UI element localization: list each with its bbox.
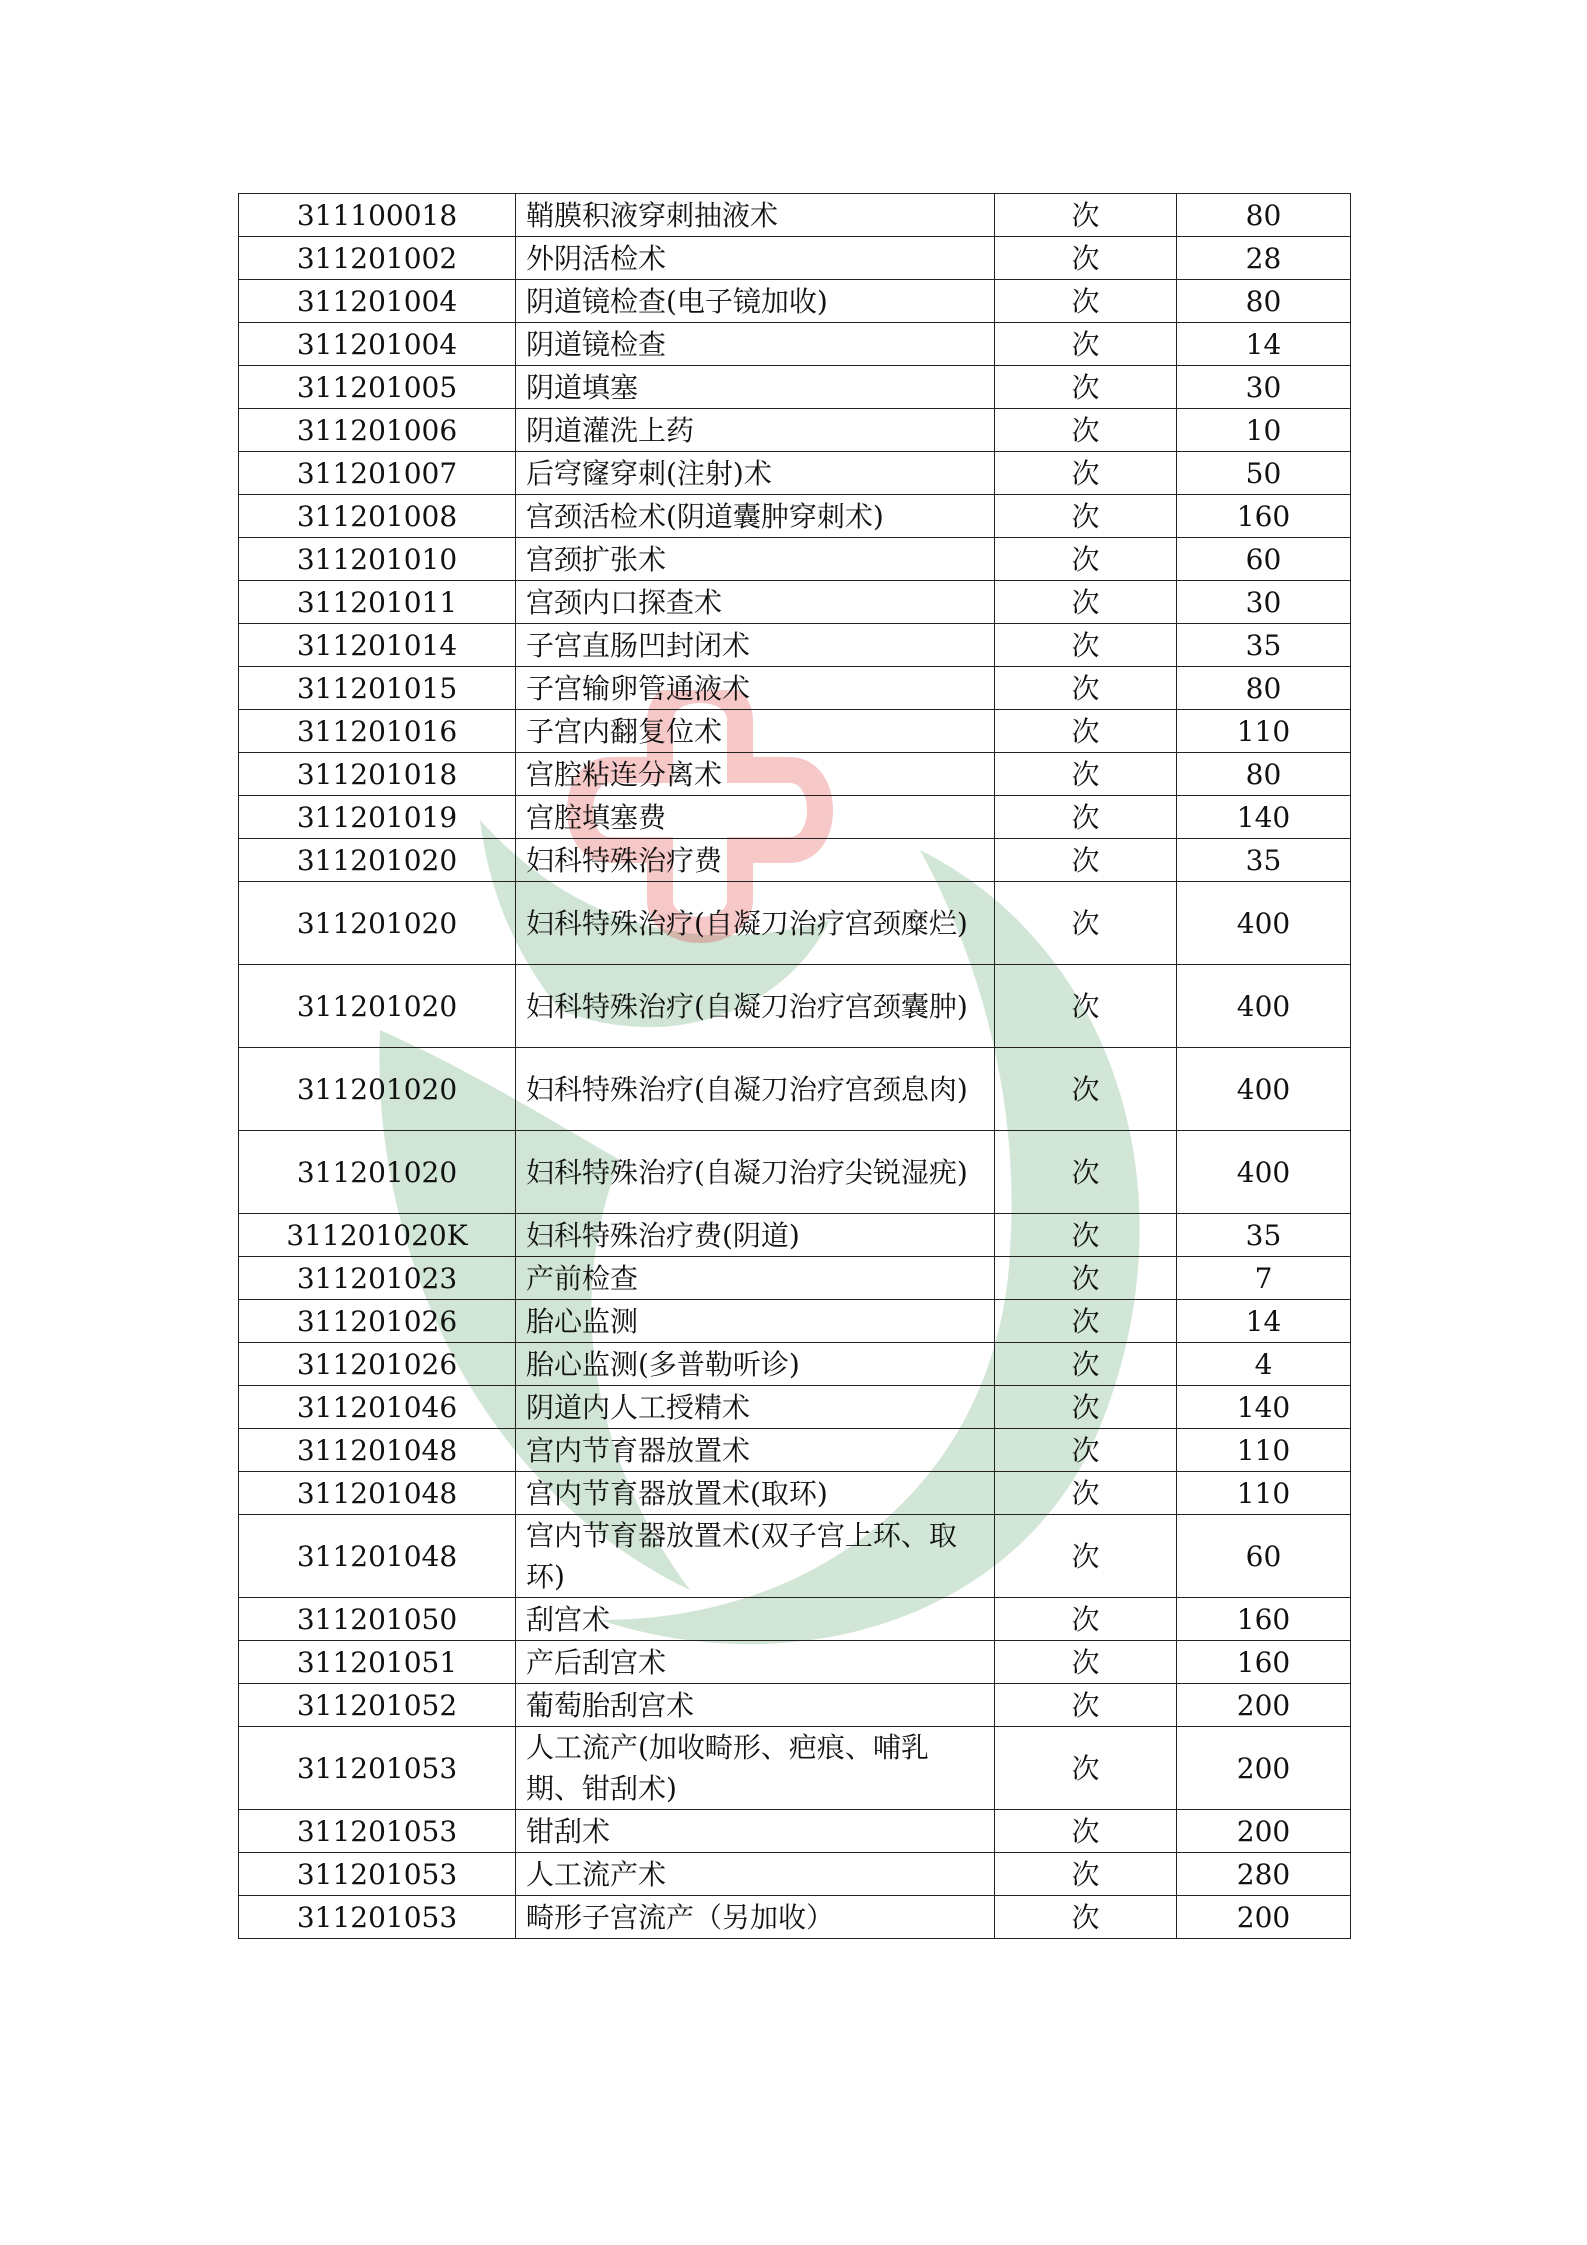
table-row: [239, 1429, 1351, 1472]
name-cell: 妇科特殊治疗(自凝刀治疗尖锐湿疣): [516, 1131, 995, 1214]
name-cell: 钳刮术: [516, 1810, 995, 1853]
price-cell: 280: [1177, 1853, 1351, 1896]
unit-cell: 次: [995, 1214, 1177, 1257]
unit-cell: 次: [995, 965, 1177, 1048]
medical-fee-table: [238, 193, 1351, 1939]
table-row: [239, 237, 1351, 280]
price-cell: 35: [1177, 624, 1351, 667]
code-cell: 311201005: [239, 366, 516, 409]
code-cell: 311201053: [239, 1896, 516, 1939]
name-cell: 产后刮宫术: [516, 1641, 995, 1684]
code-cell: 311201004: [239, 323, 516, 366]
unit-cell: 次: [995, 1472, 1177, 1515]
table-row: [239, 538, 1351, 581]
unit-cell: 次: [995, 495, 1177, 538]
code-cell: 311201046: [239, 1386, 516, 1429]
price-cell: 110: [1177, 710, 1351, 753]
code-cell: 311100018: [239, 194, 516, 237]
table-row: [239, 624, 1351, 667]
code-cell: 311201048: [239, 1515, 516, 1598]
table-row: [239, 1257, 1351, 1300]
table-row: [239, 839, 1351, 882]
unit-cell: 次: [995, 194, 1177, 237]
price-cell: 160: [1177, 1641, 1351, 1684]
code-cell: 311201020: [239, 1048, 516, 1131]
unit-cell: 次: [995, 409, 1177, 452]
name-cell: 人工流产(加收畸形、疤痕、哺乳期、钳刮术): [516, 1727, 995, 1810]
table-row: [239, 323, 1351, 366]
code-cell: 311201019: [239, 796, 516, 839]
name-cell: 妇科特殊治疗(自凝刀治疗宫颈息肉): [516, 1048, 995, 1131]
unit-cell: 次: [995, 796, 1177, 839]
name-cell: 人工流产术: [516, 1853, 995, 1896]
code-cell: 311201020: [239, 839, 516, 882]
unit-cell: 次: [995, 753, 1177, 796]
name-cell: 宫颈内口探查术: [516, 581, 995, 624]
unit-cell: 次: [995, 1257, 1177, 1300]
price-cell: 140: [1177, 796, 1351, 839]
name-cell: 阴道内人工授精术: [516, 1386, 995, 1429]
unit-cell: 次: [995, 1810, 1177, 1853]
name-cell: 胎心监测: [516, 1300, 995, 1343]
unit-cell: 次: [995, 1727, 1177, 1810]
table-row: [239, 1727, 1351, 1810]
unit-cell: 次: [995, 624, 1177, 667]
unit-cell: 次: [995, 1598, 1177, 1641]
price-cell: 200: [1177, 1727, 1351, 1810]
table-row: [239, 1131, 1351, 1214]
unit-cell: 次: [995, 1131, 1177, 1214]
code-cell: 311201023: [239, 1257, 516, 1300]
code-cell: 311201020: [239, 965, 516, 1048]
code-cell: 311201014: [239, 624, 516, 667]
unit-cell: 次: [995, 710, 1177, 753]
code-cell: 311201006: [239, 409, 516, 452]
unit-cell: 次: [995, 1343, 1177, 1386]
price-cell: 7: [1177, 1257, 1351, 1300]
code-cell: 311201053: [239, 1853, 516, 1896]
name-cell: 胎心监测(多普勒听诊): [516, 1343, 995, 1386]
code-cell: 311201053: [239, 1727, 516, 1810]
price-cell: 35: [1177, 1214, 1351, 1257]
code-cell: 311201026: [239, 1300, 516, 1343]
unit-cell: 次: [995, 1641, 1177, 1684]
code-cell: 311201016: [239, 710, 516, 753]
price-cell: 30: [1177, 366, 1351, 409]
code-cell: 311201052: [239, 1684, 516, 1727]
name-cell: 阴道填塞: [516, 366, 995, 409]
unit-cell: 次: [995, 1048, 1177, 1131]
unit-cell: 次: [995, 1429, 1177, 1472]
code-cell: 311201008: [239, 495, 516, 538]
unit-cell: 次: [995, 1300, 1177, 1343]
unit-cell: 次: [995, 1515, 1177, 1598]
price-cell: 28: [1177, 237, 1351, 280]
table-row: [239, 965, 1351, 1048]
table-row: [239, 1515, 1351, 1598]
code-cell: 311201048: [239, 1472, 516, 1515]
name-cell: 子宫内翻复位术: [516, 710, 995, 753]
table-row: [239, 194, 1351, 237]
table-row: [239, 452, 1351, 495]
name-cell: 子宫直肠凹封闭术: [516, 624, 995, 667]
code-cell: 311201004: [239, 280, 516, 323]
price-cell: 400: [1177, 1131, 1351, 1214]
name-cell: 阴道灌洗上药: [516, 409, 995, 452]
table-row: [239, 796, 1351, 839]
price-cell: 140: [1177, 1386, 1351, 1429]
table-row: [239, 753, 1351, 796]
unit-cell: 次: [995, 882, 1177, 965]
unit-cell: 次: [995, 1386, 1177, 1429]
name-cell: 产前检查: [516, 1257, 995, 1300]
name-cell: 刮宫术: [516, 1598, 995, 1641]
price-cell: 30: [1177, 581, 1351, 624]
table-row: [239, 1853, 1351, 1896]
table-row: [239, 1343, 1351, 1386]
table-row: [239, 581, 1351, 624]
price-cell: 400: [1177, 965, 1351, 1048]
price-cell: 60: [1177, 538, 1351, 581]
unit-cell: 次: [995, 237, 1177, 280]
code-cell: 311201007: [239, 452, 516, 495]
name-cell: 宫内节育器放置术(双子宫上环、取环): [516, 1515, 995, 1598]
price-cell: 14: [1177, 1300, 1351, 1343]
price-cell: 80: [1177, 280, 1351, 323]
code-cell: 311201020: [239, 1131, 516, 1214]
unit-cell: 次: [995, 538, 1177, 581]
table-row: [239, 280, 1351, 323]
unit-cell: 次: [995, 1684, 1177, 1727]
table-row: [239, 710, 1351, 753]
price-cell: 60: [1177, 1515, 1351, 1598]
code-cell: 311201015: [239, 667, 516, 710]
price-cell: 160: [1177, 1598, 1351, 1641]
name-cell: 宫腔填塞费: [516, 796, 995, 839]
code-cell: 311201010: [239, 538, 516, 581]
name-cell: 畸形子宫流产（另加收）: [516, 1896, 995, 1939]
unit-cell: 次: [995, 1853, 1177, 1896]
price-cell: 10: [1177, 409, 1351, 452]
price-cell: 400: [1177, 1048, 1351, 1131]
table-row: [239, 409, 1351, 452]
price-cell: 160: [1177, 495, 1351, 538]
name-cell: 妇科特殊治疗(自凝刀治疗宫颈囊肿): [516, 965, 995, 1048]
price-cell: 400: [1177, 882, 1351, 965]
table-row: [239, 1472, 1351, 1515]
code-cell: 311201050: [239, 1598, 516, 1641]
price-cell: 80: [1177, 667, 1351, 710]
table-row: [239, 495, 1351, 538]
name-cell: 阴道镜检查: [516, 323, 995, 366]
name-cell: 后穹窿穿刺(注射)术: [516, 452, 995, 495]
table-row: [239, 1214, 1351, 1257]
code-cell: 311201026: [239, 1343, 516, 1386]
price-cell: 110: [1177, 1472, 1351, 1515]
name-cell: 宫腔粘连分离术: [516, 753, 995, 796]
code-cell: 311201053: [239, 1810, 516, 1853]
unit-cell: 次: [995, 581, 1177, 624]
code-cell: 311201011: [239, 581, 516, 624]
code-cell: 311201002: [239, 237, 516, 280]
table-row: [239, 1048, 1351, 1131]
name-cell: 阴道镜检查(电子镜加收): [516, 280, 995, 323]
name-cell: 宫内节育器放置术(取环): [516, 1472, 995, 1515]
name-cell: 宫颈扩张术: [516, 538, 995, 581]
table-row: [239, 1896, 1351, 1939]
table-row: [239, 1641, 1351, 1684]
price-cell: 200: [1177, 1684, 1351, 1727]
table-row: [239, 1598, 1351, 1641]
name-cell: 鞘膜积液穿刺抽液术: [516, 194, 995, 237]
name-cell: 外阴活检术: [516, 237, 995, 280]
price-cell: 80: [1177, 194, 1351, 237]
unit-cell: 次: [995, 839, 1177, 882]
unit-cell: 次: [995, 452, 1177, 495]
price-cell: 200: [1177, 1896, 1351, 1939]
code-cell: 311201018: [239, 753, 516, 796]
table-row: [239, 1300, 1351, 1343]
price-cell: 110: [1177, 1429, 1351, 1472]
price-cell: 80: [1177, 753, 1351, 796]
unit-cell: 次: [995, 366, 1177, 409]
table-row: [239, 1810, 1351, 1853]
table-row: [239, 882, 1351, 965]
code-cell: 311201051: [239, 1641, 516, 1684]
price-cell: 14: [1177, 323, 1351, 366]
name-cell: 宫颈活检术(阴道囊肿穿刺术): [516, 495, 995, 538]
code-cell: 311201048: [239, 1429, 516, 1472]
unit-cell: 次: [995, 323, 1177, 366]
price-cell: 200: [1177, 1810, 1351, 1853]
table-row: [239, 1386, 1351, 1429]
unit-cell: 次: [995, 280, 1177, 323]
name-cell: 宫内节育器放置术: [516, 1429, 995, 1472]
name-cell: 子宫输卵管通液术: [516, 667, 995, 710]
code-cell: 311201020: [239, 882, 516, 965]
name-cell: 葡萄胎刮宫术: [516, 1684, 995, 1727]
price-cell: 4: [1177, 1343, 1351, 1386]
unit-cell: 次: [995, 667, 1177, 710]
price-cell: 35: [1177, 839, 1351, 882]
table-row: [239, 667, 1351, 710]
code-cell: 311201020K: [239, 1214, 516, 1257]
name-cell: 妇科特殊治疗费(阴道): [516, 1214, 995, 1257]
table-row: [239, 366, 1351, 409]
name-cell: 妇科特殊治疗(自凝刀治疗宫颈糜烂): [516, 882, 995, 965]
table-row: [239, 1684, 1351, 1727]
name-cell: 妇科特殊治疗费: [516, 839, 995, 882]
unit-cell: 次: [995, 1896, 1177, 1939]
price-cell: 50: [1177, 452, 1351, 495]
